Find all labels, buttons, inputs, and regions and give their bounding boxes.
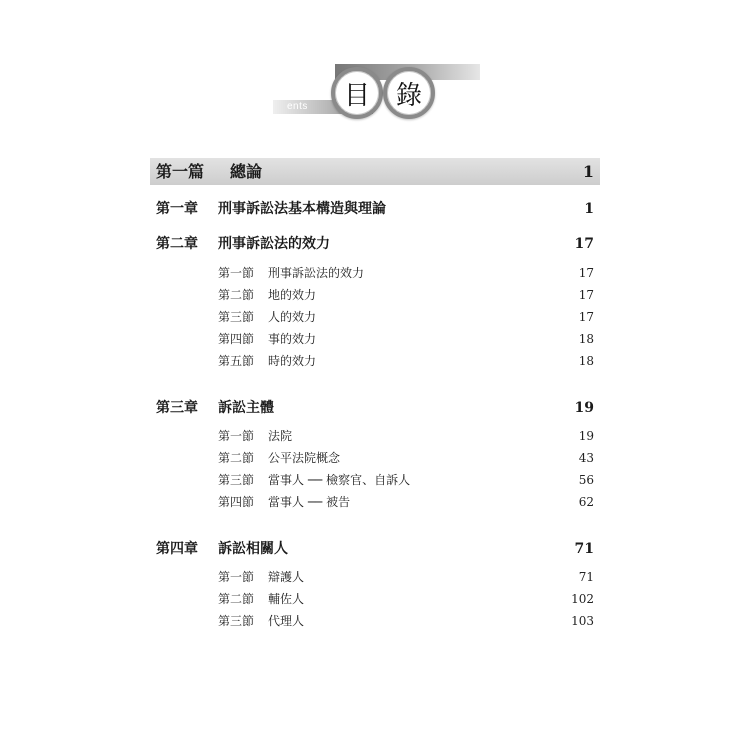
section-page: 103 <box>571 614 594 628</box>
section-entry[interactable] <box>150 427 600 445</box>
chapter-entry[interactable] <box>150 398 600 418</box>
section-page: 18 <box>578 332 594 346</box>
section-label: 第三節 <box>218 614 255 628</box>
chapter-label: 第一章 <box>156 201 198 217</box>
chapter-entry[interactable] <box>150 539 600 559</box>
section-label: 第一節 <box>218 570 255 584</box>
part-heading <box>150 158 600 185</box>
section-title: 代理人 <box>268 614 305 628</box>
section-page: 56 <box>578 473 594 487</box>
section-entry[interactable] <box>150 590 600 608</box>
section-entry[interactable] <box>150 471 600 489</box>
section-label: 第四節 <box>218 495 255 509</box>
section-page: 17 <box>578 288 594 302</box>
section-entry[interactable] <box>150 568 600 586</box>
contents-subtitle: ents <box>287 101 308 112</box>
section-title: 事的效力 <box>268 332 317 346</box>
section-title: 辯護人 <box>268 570 305 584</box>
section-entry[interactable] <box>150 308 600 326</box>
chapter-entry[interactable] <box>150 199 600 219</box>
section-page: 17 <box>578 266 594 280</box>
chapter-label: 第三章 <box>156 400 198 416</box>
part-title: 總論 <box>230 162 263 181</box>
section-entry[interactable] <box>150 286 600 304</box>
section-page: 43 <box>578 451 594 465</box>
section-label: 第四節 <box>218 332 255 346</box>
chapter-entry[interactable] <box>150 234 600 254</box>
section-page: 102 <box>571 592 594 606</box>
section-label: 第三節 <box>218 473 255 487</box>
chapter-title: 訴訟主體 <box>218 400 274 416</box>
chapter-page: 19 <box>574 400 594 416</box>
section-title: 輔佐人 <box>268 592 305 606</box>
section-page: 19 <box>578 429 594 443</box>
chapter-page: 1 <box>584 201 594 217</box>
section-page: 62 <box>578 495 594 509</box>
section-label: 第一節 <box>218 266 255 280</box>
section-title: 公平法院概念 <box>268 451 341 465</box>
section-label: 第五節 <box>218 354 255 368</box>
chapter-label: 第四章 <box>156 541 198 557</box>
section-title: 時的效力 <box>268 354 317 368</box>
section-page: 18 <box>578 354 594 368</box>
section-title: 地的效力 <box>268 288 317 302</box>
chapter-title: 刑事訴訟法的效力 <box>218 236 330 252</box>
chapter-title: 訴訟相關人 <box>218 541 288 557</box>
section-entry[interactable] <box>150 449 600 467</box>
title-char-mu: 目 <box>331 67 383 119</box>
part-label: 第一篇 <box>156 162 205 181</box>
section-entry[interactable] <box>150 264 600 282</box>
section-page: 17 <box>578 310 594 324</box>
section-entry[interactable] <box>150 352 600 370</box>
section-entry[interactable] <box>150 330 600 348</box>
section-title: 人的效力 <box>268 310 317 324</box>
title-char-lu: 錄 <box>383 67 435 119</box>
section-label: 第二節 <box>218 288 255 302</box>
section-label: 第二節 <box>218 592 255 606</box>
section-title: 刑事訴訟法的效力 <box>268 266 365 280</box>
section-title: 法院 <box>268 429 293 443</box>
chapter-label: 第二章 <box>156 236 198 252</box>
chapter-title: 刑事訴訟法基本構造與理論 <box>218 201 386 217</box>
part-page: 1 <box>582 162 594 181</box>
section-label: 第一節 <box>218 429 255 443</box>
section-title: 當事人 ── 被告 <box>268 495 351 509</box>
section-entry[interactable] <box>150 612 600 630</box>
section-label: 第三節 <box>218 310 255 324</box>
section-entry[interactable] <box>150 493 600 511</box>
section-title: 當事人 ── 檢察官、自訴人 <box>268 473 411 487</box>
section-page: 71 <box>578 570 594 584</box>
section-label: 第二節 <box>218 451 255 465</box>
chapter-page: 71 <box>574 541 594 557</box>
chapter-page: 17 <box>574 236 594 252</box>
